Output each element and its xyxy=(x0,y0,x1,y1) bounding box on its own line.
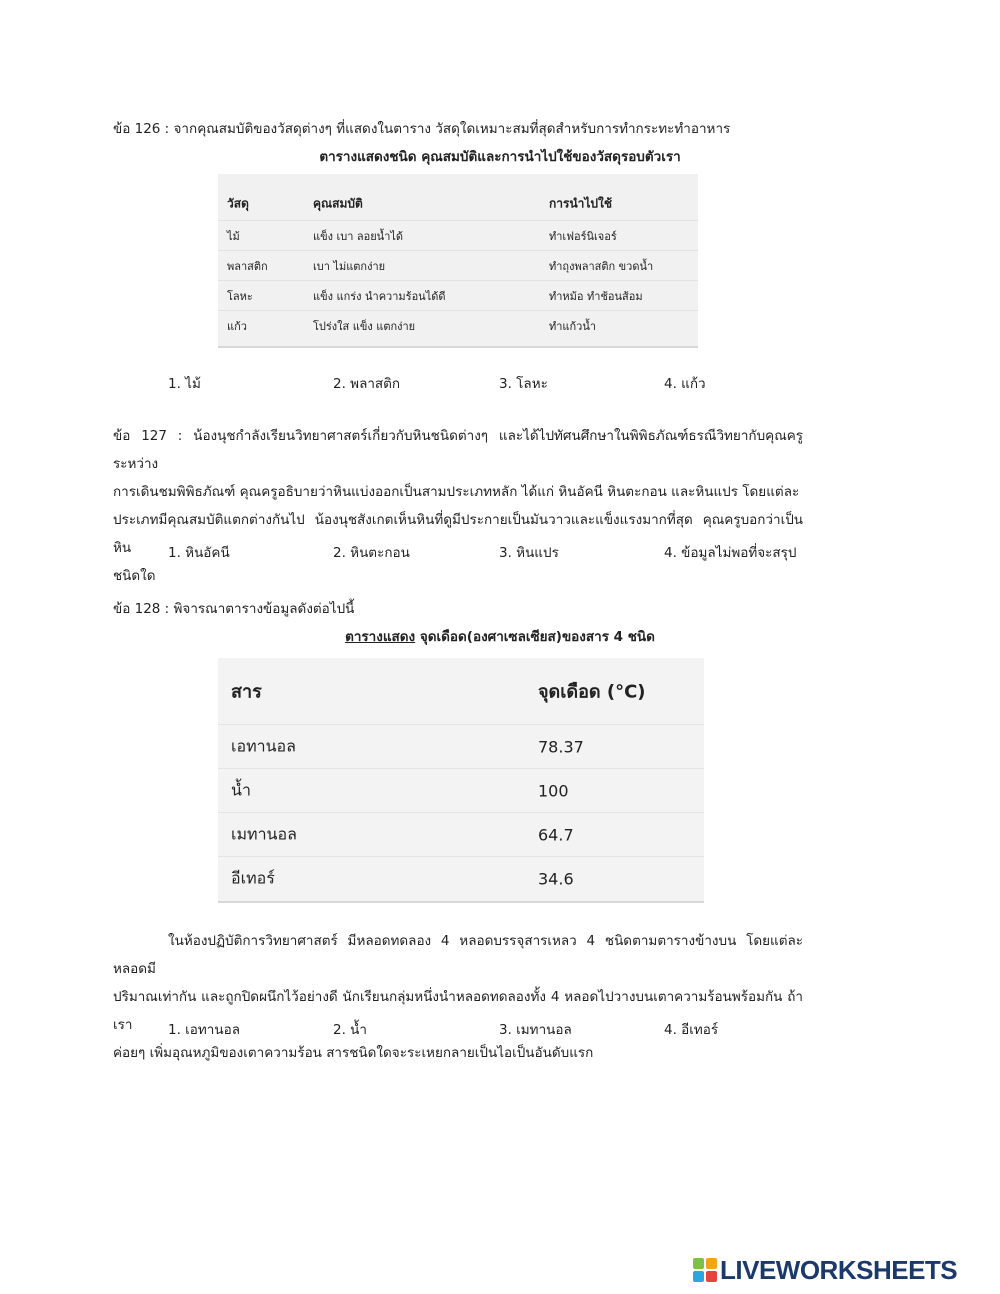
header-usage: การนำไปใช้ xyxy=(549,196,613,211)
q127-line: ชนิดใด xyxy=(113,568,156,584)
cell-material: ไม้ xyxy=(227,230,240,243)
liveworksheets-logo xyxy=(693,1256,957,1284)
table-row xyxy=(218,768,704,813)
q128-scenario xyxy=(113,927,803,1067)
q127-line: การเดินชมพิพิธภัณฑ์ คุณครูอธิบายว่าหินแบ่งออกเป็นสามประเภทหลัก ได้แก่ หินอัคนี หินตะกอน และหินแปร โดยแต่ละ xyxy=(113,484,800,500)
q128-line: ในห้องปฏิบัติการวิทยาศาสตร์ มีหลอดทดลอง 4 หลอดบรรจุสารเหลว 4 ชนิดตามตารางข้างบน โดยแต่ละหลอดมี xyxy=(113,933,803,977)
table-row xyxy=(218,724,704,769)
cell-substance: อีเทอร์ xyxy=(231,868,275,888)
q128-line: ค่อยๆ เพิ่มอุณหภูมิของเตาความร้อน สารชนิดใดจะระเหยกลายเป็นไอเป็นอันดับแรก xyxy=(113,1045,594,1061)
cell-boiling-point: 78.37 xyxy=(538,737,584,757)
cell-usage: ทำแก้วน้ำ xyxy=(549,320,597,333)
table-row xyxy=(218,280,698,311)
q128-line: ปริมาณเท่ากัน และถูกปิดผนึกไว้อย่างดี นักเรียนกลุ่มหนึ่งนำหลอดทดลองทั้ง 4 หลอดไปวางบนเตาความร้อนพร้อมกัน ถ้าเรา xyxy=(113,989,803,1033)
cell-usage: ทำหม้อ ทำช้อนส้อม xyxy=(549,290,643,303)
cell-property: เบา ไม่แตกง่าย xyxy=(313,260,386,273)
cell-boiling-point: 34.6 xyxy=(538,869,574,889)
q128-choice-3[interactable]: 3. เมทานอล xyxy=(499,1022,572,1038)
header-substance: สาร xyxy=(231,681,262,703)
table-header-row xyxy=(218,658,704,724)
q127-choice-2[interactable]: 2. หินตะกอน xyxy=(333,545,410,561)
header-material: วัสดุ xyxy=(227,196,249,211)
cell-substance: เมทานอล xyxy=(231,824,297,844)
caption-rest: จุดเดือด(องศาเซลเซียส)ของสาร 4 ชนิด xyxy=(415,629,655,645)
q127-line: ข้อ 127 : น้องนุชกำลังเรียนวิทยาศาสตร์เกี่ยวกับหินชนิดต่างๆ และได้ไปทัศนศึกษาในพิพิธภัณฑ์ธรณีวิทยากับคุณครูระหว่าง xyxy=(113,428,803,472)
cell-property: แข็ง แกร่ง นำความร้อนได้ดี xyxy=(313,290,446,303)
q128-boiling-point-table xyxy=(218,658,704,903)
table-row xyxy=(218,812,704,857)
cell-material: แก้ว xyxy=(227,320,247,333)
cell-material: พลาสติก xyxy=(227,260,268,273)
cell-boiling-point: 64.7 xyxy=(538,825,574,845)
cell-material: โลหะ xyxy=(227,290,253,303)
q128-table-caption xyxy=(0,625,1000,647)
q127-choice-3[interactable]: 3. หินแปร xyxy=(499,545,559,561)
table-row xyxy=(218,250,698,281)
q126-choice-4[interactable]: 4. แก้ว xyxy=(664,376,706,392)
header-boiling-point: จุดเดือด (°C) xyxy=(538,681,646,703)
q128-question: ข้อ 128 : พิจารณาตารางข้อมูลดังต่อไปนี้ xyxy=(113,601,355,617)
cell-substance: เอทานอล xyxy=(231,736,296,756)
q126-question: ข้อ 126 : จากคุณสมบัติของวัสดุต่างๆ ที่แสดงในตาราง วัสดุใดเหมาะสมที่สุดสำหรับการทำกระทะทำอาหาร xyxy=(113,121,731,137)
q128-choice-4[interactable]: 4. อีเทอร์ xyxy=(664,1022,719,1038)
cell-usage: ทำเฟอร์นิเจอร์ xyxy=(549,230,617,243)
q127-choice-1[interactable]: 1. หินอัคนี xyxy=(168,545,230,561)
cell-usage: ทำถุงพลาสติก ขวดน้ำ xyxy=(549,260,654,273)
table-row xyxy=(218,856,704,901)
liveworksheets-mark-icon xyxy=(693,1258,717,1282)
logo-square xyxy=(706,1258,717,1269)
q127-line: ประเภทมีคุณสมบัติแตกต่างกันไป น้องนุชสังเกตเห็นหินที่ดูมีประกายเป็นมันวาวและแข็งแรงมากที่สุด คุณครูบอกว่าเป็นหิน xyxy=(113,512,803,556)
q127-question xyxy=(113,422,803,590)
q126-materials-table xyxy=(218,174,698,348)
table-row xyxy=(218,220,698,251)
caption-underlined: ตารางแสดง xyxy=(345,629,416,645)
cell-substance: น้ำ xyxy=(231,780,251,800)
cell-property: โปร่งใส แข็ง แตกง่าย xyxy=(313,320,416,333)
logo-text: LIVEWORKSHEETS xyxy=(720,1254,958,1285)
header-property: คุณสมบัติ xyxy=(313,196,363,211)
q126-choice-1[interactable]: 1. ไม้ xyxy=(168,376,201,392)
table-row xyxy=(218,310,698,341)
q126-table-caption: ตารางแสดงชนิด คุณสมบัติและการนำไปใช้ของวัสดุรอบตัวเรา xyxy=(319,149,681,165)
cell-property: แข็ง เบา ลอยน้ำได้ xyxy=(313,230,404,243)
q126-choice-3[interactable]: 3. โลหะ xyxy=(499,376,548,392)
q128-choice-1[interactable]: 1. เอทานอล xyxy=(168,1022,240,1038)
q127-choice-4[interactable]: 4. ข้อมูลไม่พอที่จะสรุป xyxy=(664,545,797,561)
q126-choice-2[interactable]: 2. พลาสติก xyxy=(333,376,401,392)
logo-square xyxy=(693,1271,704,1282)
cell-boiling-point: 100 xyxy=(538,781,569,801)
logo-square xyxy=(693,1258,704,1269)
logo-square xyxy=(706,1271,717,1282)
q128-choice-2[interactable]: 2. น้ำ xyxy=(333,1022,367,1038)
